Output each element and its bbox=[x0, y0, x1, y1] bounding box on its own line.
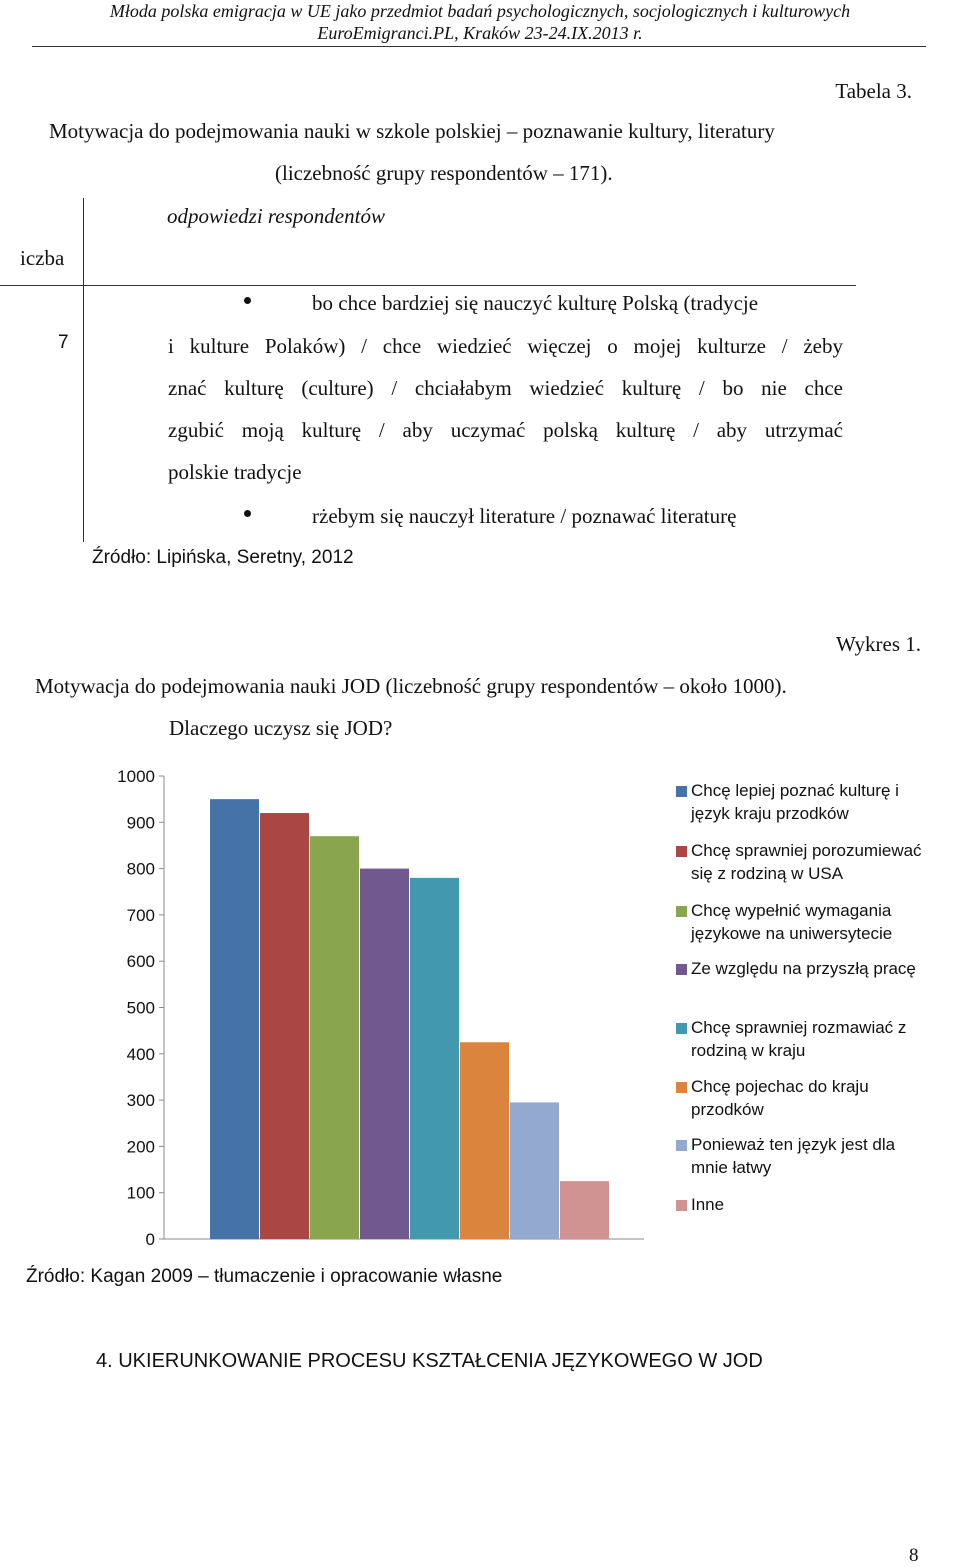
table-header-answers: odpowiedzi respondentów bbox=[167, 204, 385, 228]
legend-swatch bbox=[676, 1082, 687, 1093]
bar bbox=[210, 799, 259, 1239]
y-tick-label: 1000 bbox=[117, 767, 155, 786]
chart-question: Dlaczego uczysz się JOD? bbox=[169, 716, 393, 740]
legend-swatch bbox=[676, 786, 687, 797]
page-number: 8 bbox=[909, 1545, 919, 1566]
table-column-divider bbox=[83, 198, 84, 542]
legend-label: językowe na uniwersytecie bbox=[691, 924, 893, 943]
legend-label: Chcę sprawniej porozumiewać bbox=[691, 841, 922, 860]
legend-swatch bbox=[676, 1023, 687, 1034]
legend-label: przodków bbox=[691, 1100, 764, 1119]
legend-swatch bbox=[676, 1140, 687, 1151]
bar-chart bbox=[0, 755, 960, 1255]
legend-label: się z rodziną w USA bbox=[691, 864, 844, 883]
table-header-count: iczba bbox=[20, 246, 65, 270]
table-header-rule bbox=[0, 285, 856, 286]
y-tick-label: 0 bbox=[145, 1230, 155, 1249]
legend-label: Ponieważ ten język jest dla bbox=[691, 1135, 896, 1154]
legend-swatch bbox=[676, 964, 687, 975]
bullet-icon bbox=[244, 510, 251, 517]
y-tick-label: 500 bbox=[126, 998, 155, 1018]
bar bbox=[360, 869, 409, 1239]
answer-bullet1-line1: bo chce bardziej się nauczyć kulturę Polską (tradycje bbox=[312, 291, 759, 315]
legend-label: mnie łatwy bbox=[691, 1158, 772, 1177]
bar bbox=[510, 1102, 559, 1239]
bar bbox=[310, 836, 359, 1239]
figure-title: Motywacja do podejmowania nauki JOD (liczebność grupy respondentów – około 1000). bbox=[35, 674, 787, 698]
y-tick-label: 800 bbox=[126, 859, 155, 879]
y-tick-label: 300 bbox=[126, 1091, 155, 1111]
y-tick-label: 100 bbox=[126, 1183, 155, 1203]
y-tick-label: 700 bbox=[126, 905, 155, 925]
legend-label: Chcę pojechac do kraju bbox=[691, 1077, 869, 1096]
y-tick-label: 600 bbox=[126, 952, 155, 972]
legend-label: Inne bbox=[691, 1195, 725, 1214]
answer-bullet1-line3: znać kulturę (culture) / chciałabym wiedzieć kulturę / bo nie chce bbox=[168, 376, 843, 400]
answer-bullet1-line2: i kulture Polaków) / chce wiedzieć więczej o mojej kulturze / żeby bbox=[168, 334, 843, 358]
answer-bullet1-line5: polskie tradycje bbox=[168, 460, 302, 484]
legend-label: rodziną w kraju bbox=[691, 1041, 806, 1060]
running-header-line1: Młoda polska emigracja w UE jako przedmiot badań psychologicznych, socjologicznych i kulturowych bbox=[109, 1, 851, 21]
answer-bullet2: rżebym się nauczył literature / poznawać literaturę bbox=[312, 504, 737, 528]
y-tick-label: 400 bbox=[126, 1044, 155, 1064]
bullet-icon bbox=[244, 297, 251, 304]
legend-label: język kraju przodków bbox=[691, 804, 849, 823]
bar bbox=[260, 813, 309, 1239]
running-header-line2: EuroEmigranci.PL, Kraków 23-24.IX.2013 r. bbox=[317, 23, 643, 43]
bar bbox=[410, 878, 459, 1239]
legend-label: Chcę lepiej poznać kulturę i bbox=[691, 781, 899, 800]
bar bbox=[560, 1181, 609, 1239]
legend-swatch bbox=[676, 1200, 687, 1211]
y-tick-label: 900 bbox=[126, 813, 155, 833]
y-tick-label: 200 bbox=[126, 1137, 155, 1157]
table-title-line1: Motywacja do podejmowania nauki w szkole polskiej – poznawanie kultury, literatury bbox=[49, 119, 775, 143]
legend-label: Ze względu na przyszłą pracę bbox=[691, 959, 916, 978]
legend-swatch bbox=[676, 906, 687, 917]
table-source: Źródło: Lipińska, Seretny, 2012 bbox=[92, 547, 354, 568]
legend-swatch bbox=[676, 846, 687, 857]
figure-label: Wykres 1. bbox=[835, 632, 921, 656]
bar bbox=[460, 1042, 509, 1239]
figure-source: Źródło: Kagan 2009 – tłumaczenie i opracowanie własne bbox=[26, 1266, 503, 1287]
section-heading: 4. UKIERUNKOWANIE PROCESU KSZTAŁCENIA JĘZYKOWEGO W JOD bbox=[96, 1350, 763, 1372]
header-rule bbox=[32, 46, 926, 47]
legend-label: Chcę wypełnić wymagania bbox=[691, 901, 892, 920]
table-row-count: 7 bbox=[58, 332, 69, 353]
legend-label: Chcę sprawniej rozmawiać z bbox=[691, 1018, 907, 1037]
table-title-line2: (liczebność grupy respondentów – 171). bbox=[275, 161, 613, 185]
answer-bullet1-line4: zgubić moją kulturę / aby uczymać polską kulturę / aby utrzymać bbox=[168, 418, 843, 442]
table-label: Tabela 3. bbox=[835, 79, 912, 103]
